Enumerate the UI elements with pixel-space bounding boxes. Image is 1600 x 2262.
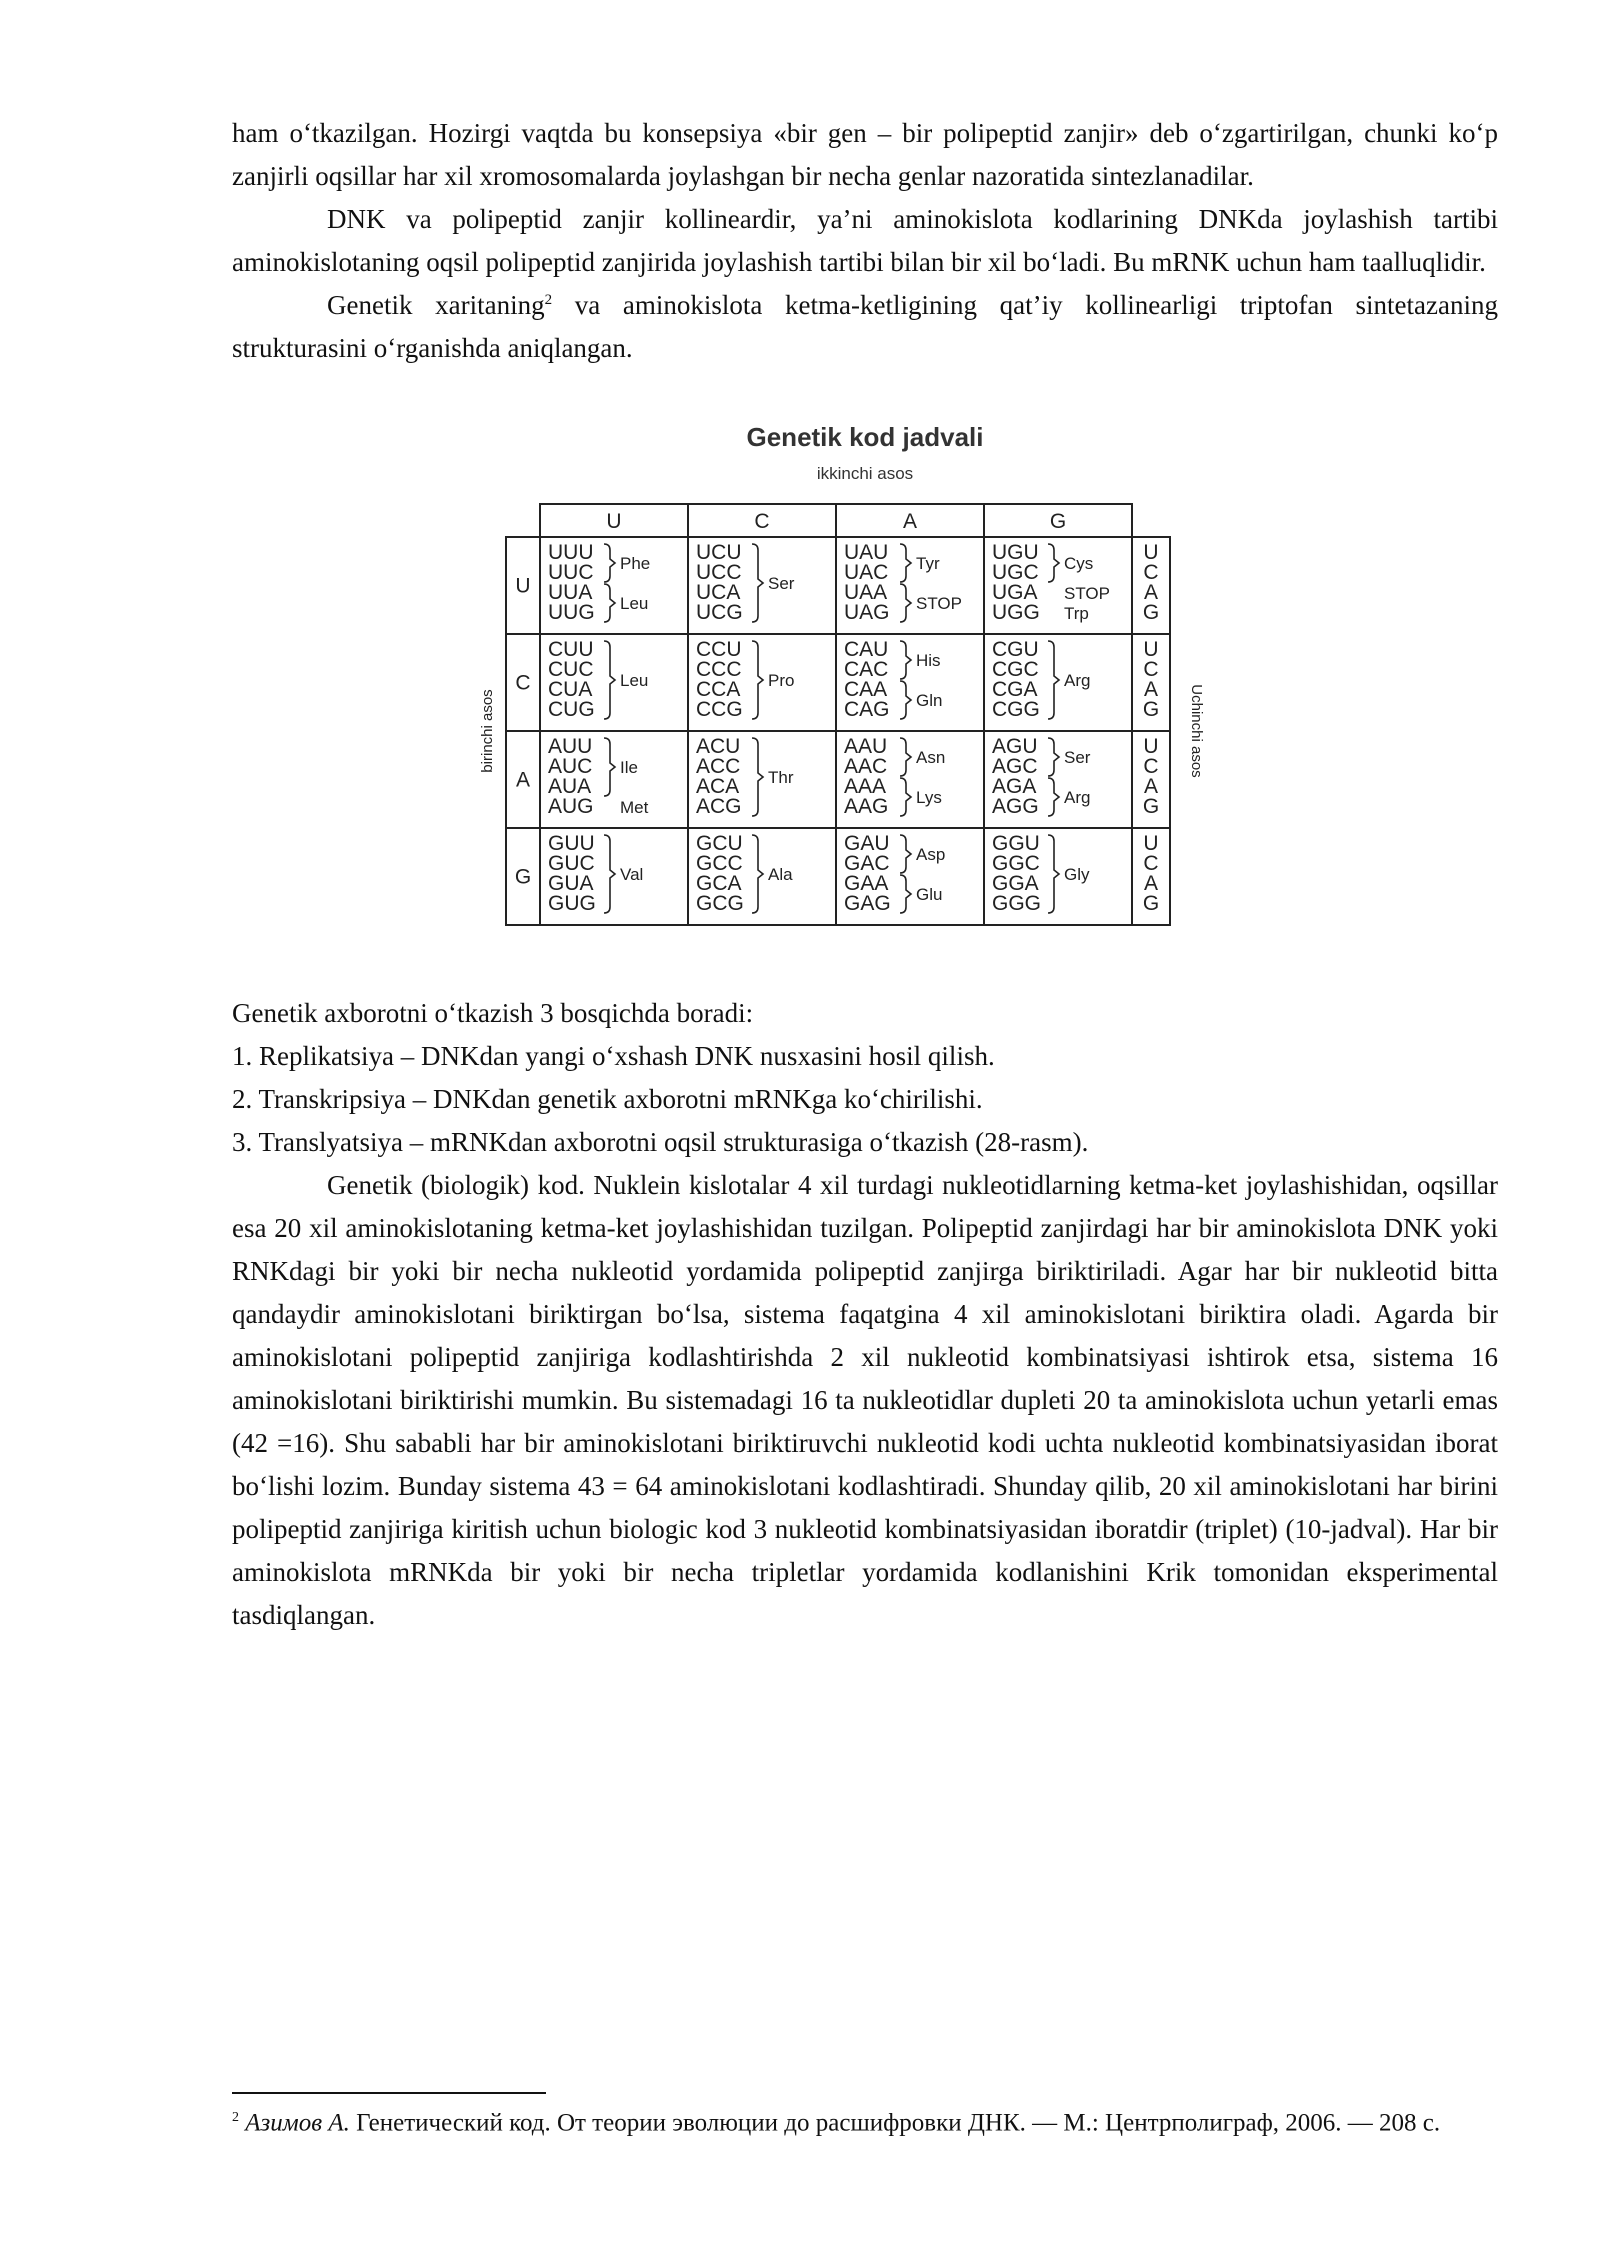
page-body <box>232 112 1498 1637</box>
codon: UUU <box>548 541 594 564</box>
codon-bracket <box>604 544 615 582</box>
codon: AGA <box>992 775 1037 798</box>
codon-bracket <box>900 584 911 622</box>
codon: GGC <box>992 852 1040 875</box>
amino-acid-label: Asp <box>916 845 946 864</box>
footnote-text: Генетический код. От теории эволюции до расшифровки ДНК. — М.: Центрполиграф, 2006. — 208 с. <box>349 2109 1441 2137</box>
codon-bracket <box>752 835 763 913</box>
codon-bracket <box>604 641 615 719</box>
codon: CAU <box>844 638 889 661</box>
codon: AGU <box>992 735 1038 758</box>
codon-bracket <box>604 584 615 622</box>
amino-acid-label: Val <box>620 865 644 884</box>
codon: CUC <box>548 658 594 681</box>
paragraph-3 <box>232 284 1498 370</box>
amino-acid-label: Thr <box>768 768 794 787</box>
amino-acid-label: Lys <box>916 788 942 807</box>
codon: UCU <box>696 541 742 564</box>
paragraph-2: DNK va polipeptid zanjir kollineardir, ya’ni aminokislota kodlarining DNKda joylashish tartibi aminokislotaning oqsil polipeptid zanjirida joylashish tartibi bilan bir xil bo‘ladi. Bu mRNK uchun ham taalluqlidir. <box>232 204 1498 277</box>
codon: UGU <box>992 541 1039 564</box>
codon: ACU <box>696 735 741 758</box>
codon: UGG <box>992 601 1040 624</box>
codon: GGA <box>992 872 1039 895</box>
codon: AAU <box>844 735 888 758</box>
codon: UAU <box>844 541 889 564</box>
footnote-marker: 2 <box>232 2110 239 2125</box>
third-base-U: U <box>1143 832 1159 855</box>
codon-bracket <box>1048 544 1059 582</box>
first-base-A: A <box>515 768 531 792</box>
codon: UGA <box>992 581 1038 604</box>
third-base-C: C <box>1143 755 1159 778</box>
codon: CCC <box>696 658 742 681</box>
amino-acid-label: Asn <box>916 748 946 767</box>
codon: UAA <box>844 581 888 604</box>
third-base-A: A <box>1143 581 1159 604</box>
codon: UCC <box>696 561 742 584</box>
codon: GGG <box>992 892 1042 915</box>
codon-bracket <box>1048 778 1059 816</box>
codon: CUA <box>548 678 593 701</box>
codon: ACG <box>696 795 742 818</box>
footnote-reference[interactable]: 2 <box>544 292 553 308</box>
codon: UCA <box>696 581 741 604</box>
codon: AAA <box>844 775 887 798</box>
codon: CUG <box>548 698 595 721</box>
list-item-replication: 1. Replikatsiya – DNKdan yangi o‘xshash DNK nusxasini hosil qilish. <box>232 1041 995 1071</box>
codon: ACC <box>696 755 741 778</box>
paragraph-1: ham o‘tkazilgan. Hozirgi vaqtda bu konsepsiya «bir gen – bir polipeptid zanjir» deb o‘zgartirilgan, chunki ko‘p zanjirli oqsillar har xil xromosomalarda joylashgan bir necha genlar nazoratida sintezlanadilar. <box>232 118 1498 191</box>
codon: GGU <box>992 832 1040 855</box>
third-base-C: C <box>1143 852 1159 875</box>
codon: GCU <box>696 832 743 855</box>
codon: CAC <box>844 658 889 681</box>
codon-bracket <box>604 738 615 796</box>
codon-bracket <box>900 778 911 816</box>
third-base-U: U <box>1143 638 1159 661</box>
codon: CGC <box>992 658 1039 681</box>
footnote-divider <box>232 2092 546 2094</box>
codon-table <box>232 462 1498 992</box>
amino-acid-label: Glu <box>916 885 943 904</box>
codon-bracket <box>900 681 911 719</box>
amino-acid-label: Cys <box>1064 554 1094 573</box>
codon-bracket <box>1048 738 1059 776</box>
paragraph-3-start: Genetik xaritaning <box>327 290 545 320</box>
codon: UCG <box>696 601 743 624</box>
third-base-G: G <box>1142 892 1160 915</box>
codon: AUG <box>548 795 594 818</box>
codon: CGU <box>992 638 1039 661</box>
footnote-author: Азимов А. <box>245 2109 350 2137</box>
first-base-label: birinchi asos <box>479 689 496 773</box>
codon: CCG <box>696 698 743 721</box>
codon: UUC <box>548 561 594 584</box>
amino-acid-label: Gly <box>1064 865 1090 884</box>
amino-acid-label: Phe <box>620 554 651 573</box>
list-item-translation: 3. Translyatsiya – mRNKdan axborotni oqsil strukturasiga o‘tkazish (28-rasm). <box>232 1127 1089 1157</box>
codon: UAG <box>844 601 890 624</box>
third-base-G: G <box>1142 698 1160 721</box>
codon: GCA <box>696 872 742 895</box>
first-base-G: G <box>514 865 532 889</box>
codon: GCC <box>696 852 743 875</box>
amino-acid-label: Arg <box>1064 788 1091 807</box>
codon: GUG <box>548 892 596 915</box>
amino-acid-label: Ile <box>620 758 638 777</box>
second-base-C: C <box>754 510 770 533</box>
third-base-U: U <box>1143 735 1159 758</box>
codon: AUA <box>548 775 592 798</box>
third-base-G: G <box>1142 795 1160 818</box>
amino-acid-label: Trp <box>1064 604 1089 623</box>
codon-bracket <box>1048 835 1059 913</box>
codon-bracket <box>900 641 911 679</box>
third-base-A: A <box>1143 872 1159 895</box>
amino-acid-label: Ser <box>768 574 795 593</box>
second-base-A: A <box>902 510 918 533</box>
third-base-U: U <box>1143 541 1159 564</box>
amino-acid-label: Leu <box>620 594 649 613</box>
third-base-A: A <box>1143 678 1159 701</box>
codon-bracket <box>752 641 763 719</box>
amino-acid-label: Leu <box>620 671 649 690</box>
list-item-transcription: 2. Transkripsiya – DNKdan genetik axborotni mRNKga ko‘chirilishi. <box>232 1084 983 1114</box>
codon: UUG <box>548 601 595 624</box>
amino-acid-label: Ala <box>768 865 793 884</box>
codon: AGG <box>992 795 1039 818</box>
amino-acid-label: His <box>916 651 941 670</box>
codon-bracket <box>900 544 911 582</box>
codon: CGG <box>992 698 1040 721</box>
codon: CGA <box>992 678 1038 701</box>
second-base-G: G <box>1049 510 1067 533</box>
list-intro: Genetik axborotni o‘tkazish 3 bosqichda boradi: <box>232 998 754 1028</box>
codon: UAC <box>844 561 889 584</box>
codon: ACA <box>696 775 740 798</box>
amino-acid-label: Arg <box>1064 671 1091 690</box>
codon-bracket <box>900 875 911 913</box>
codon: GUA <box>548 872 594 895</box>
first-base-U: U <box>515 574 531 598</box>
third-base-C: C <box>1143 658 1159 681</box>
codon: GUC <box>548 852 595 875</box>
codon: GAC <box>844 852 890 875</box>
second-base-label: ikkinchi asos <box>816 464 914 483</box>
codon: GUU <box>548 832 595 855</box>
codon: AAG <box>844 795 889 818</box>
figure-title: Genetik kod jadvali <box>746 422 984 452</box>
codon: CAG <box>844 698 890 721</box>
paragraph-3-end: va aminokislota ketma-ketligining qat’iy kollinearligi triptofan sintetazaning strukturasini o‘rganishda aniqlangan. <box>232 290 1498 363</box>
third-base-C: C <box>1143 561 1159 584</box>
codon-bracket <box>900 738 911 776</box>
paragraph-4: Genetik (biologik) kod. Nuklein kislotalar 4 xil turdagi nukleotidlarning ketma-ket joylashishidan, oqsillar esa 20 xil aminokislotaning ketma-ket joylashishidan tuzilgan. Polipeptid zanjirdagi har bir aminokislota DNK yoki RNKdagi bir yoki bir necha nukleotid yordamida polipeptid zanjirga biriktiriladi. Agar har bir nukleotid bitta qandaydir aminokislotani biriktirgan bo‘lsa, sistema faqatgina 4 xil aminokislotani biriktira oladi. Agarda bir aminokislotani polipeptid zanjiriga kodlashtirishda 2 xil nukleotid kombinatsiyasi ishtirok etsa, sistema 16 aminokislotani biriktirishi mumkin. Bu sistemadagi 16 ta nukleotidlar dupleti 20 ta aminokislota uchun yetarli emas (42 =16). Shu sababli har bir aminokislotani biriktiruvchi nukleotid kodi uchta nukleotid kombinatsiyasidan iborat bo‘lishi lozim. Bunday sistema 43 = 64 aminokislotani kodlashtiradi. Shunday qilib, 20 xil aminokislotani har birini polipeptid zanjiriga kiritish uchun biologic kod 3 nukleotid kombinatsiyasidan iboratdir (triplet) (10-jadval). Har bir aminokislota mRNKda bir yoki bir necha tripletlar yordamida kodlanishini Krik tomonidan eksperimental tasdiqlangan. <box>232 1170 1498 1630</box>
codon: UUA <box>548 581 593 604</box>
amino-acid-label: Pro <box>768 671 795 690</box>
codon-bracket <box>752 544 763 622</box>
codon-bracket <box>900 835 911 873</box>
codon: AUC <box>548 755 593 778</box>
codon-bracket <box>752 738 763 816</box>
amino-acid-label: Met <box>620 798 649 817</box>
amino-acid-label: STOP <box>1064 584 1110 603</box>
codon: AGC <box>992 755 1038 778</box>
amino-acid-label: Tyr <box>916 554 940 573</box>
second-base-U: U <box>606 510 622 533</box>
codon: CAA <box>844 678 888 701</box>
third-base-label: Uchinchi asos <box>1188 684 1205 778</box>
codon-bracket <box>604 835 615 913</box>
codon: GAU <box>844 832 890 855</box>
codon: CUU <box>548 638 594 661</box>
codon-bracket <box>1048 641 1059 719</box>
codon: GCG <box>696 892 744 915</box>
third-base-G: G <box>1142 601 1160 624</box>
codon: GAG <box>844 892 891 915</box>
codon: CCU <box>696 638 742 661</box>
first-base-C: C <box>515 671 531 695</box>
codon: GAA <box>844 872 889 895</box>
codon: UGC <box>992 561 1039 584</box>
codon: CCA <box>696 678 741 701</box>
third-base-A: A <box>1143 775 1159 798</box>
amino-acid-label: Ser <box>1064 748 1091 767</box>
codon: AAC <box>844 755 888 778</box>
genetic-code-figure <box>232 422 1498 992</box>
footnote <box>232 2100 1498 2141</box>
amino-acid-label: Gln <box>916 691 943 710</box>
codon: AUU <box>548 735 593 758</box>
amino-acid-label: STOP <box>916 594 962 613</box>
